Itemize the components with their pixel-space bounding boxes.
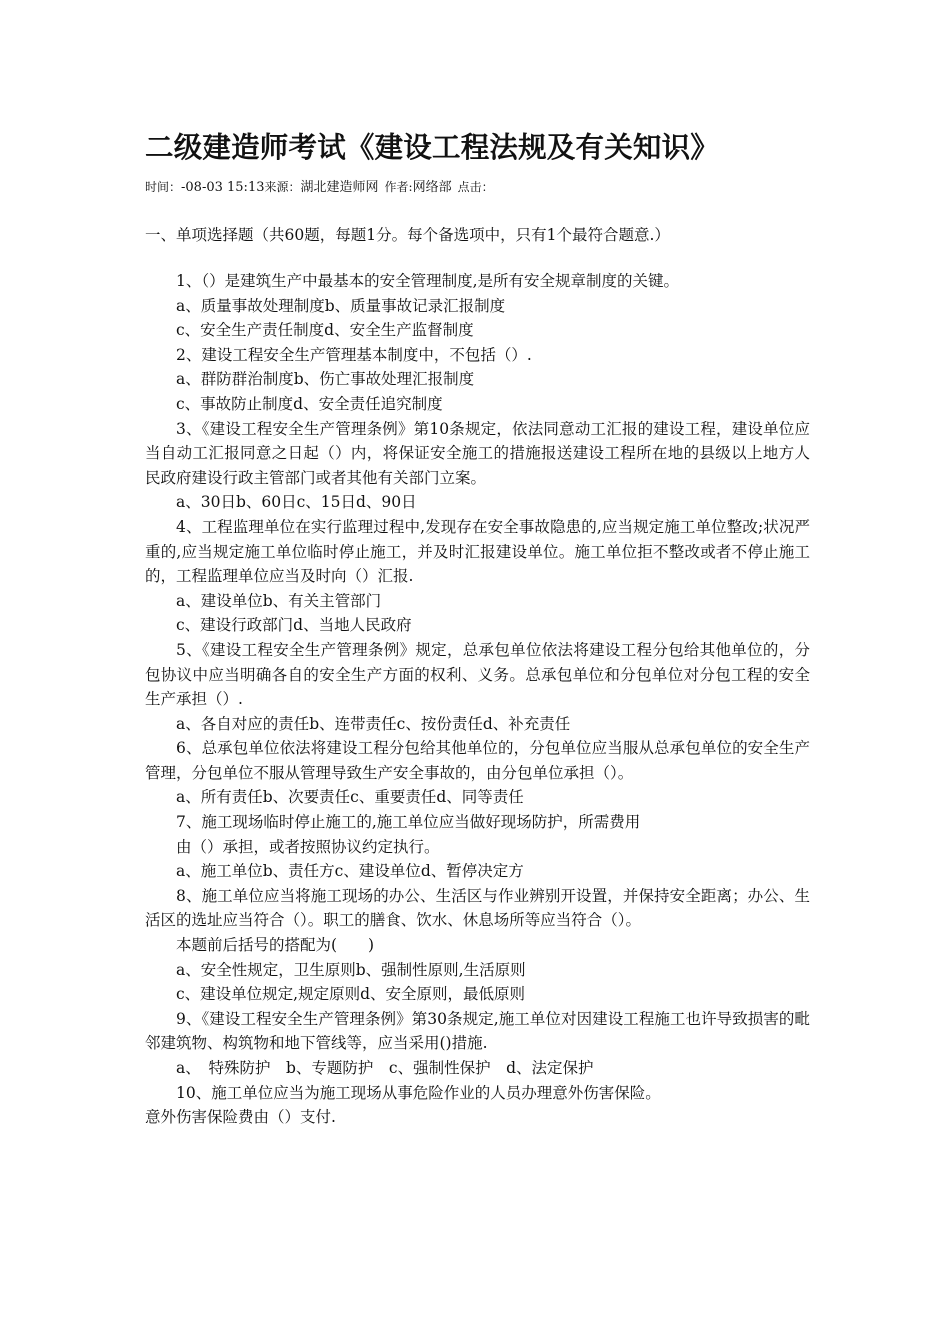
text-line: a、所有责任b、次要责任c、重要责任d、同等责任 [176,788,524,807]
text-line: 8、施工单位应当将施工现场的办公、生活区与作业辨别开设置，并保持安全距离；办公、生活区的选址应当符合（）。职工的膳食、饮水、休息场所等应当符合（）。 [145,886,810,930]
source-value: 湖北建造师网 [300,180,379,195]
text-line: 7、施工现场临时停止施工的,施工单位应当做好现场防护，所需费用 [176,813,641,832]
text-line: c、事故防止制度d、安全责任追究制度 [176,394,443,413]
text-line: 10、施工单位应当为施工现场从事危险作业的人员办理意外伤害保险。 [176,1083,661,1102]
text-line: 5、《建设工程安全生产管理条例》规定，总承包单位依法将建设工程分包给其他单位的，分包协议中应当明确各自的安全生产方面的权利、义务。总承包单位和分包单位对分包工程的安全生产承担（）. [145,640,810,709]
text-line: a、 特殊防护 b、专题防护 c、强制性保护 d、法定保护 [176,1059,594,1077]
text-line: 本题前后括号的搭配为( ) [176,936,375,955]
article-meta [145,178,810,197]
text-line: a、安全性规定，卫生原则b、强制性原则,生活原则 [176,960,526,979]
source-label: 来源： [264,180,301,194]
text-line: 4、工程监理单位在实行监理过程中,发现存在安全事故隐患的,应当规定施工单位整改;状况严重的,应当规定施工单位临时停止施工，并及时汇报建设单位。施工单位拒不整改或者不停止施工的，工程监理单位应当及时向（）汇报. [145,517,810,586]
question-body [145,269,810,1130]
page-title: 二级建造师考试《建设工程法规及有关知识》 [145,131,720,164]
text-line: a、群防群治制度b、伤亡事故处理汇报制度 [176,370,475,389]
text-line: 9、《建设工程安全生产管理条例》第30条规定,施工单位对因建设工程施工也许导致损害的毗邻建筑物、构筑物和地下管线等，应当采用()措施. [145,1009,810,1053]
text-line: a、30日b、60日c、15日d、90日 [176,493,417,512]
text-line: 3、《建设工程安全生产管理条例》第10条规定，依法同意动工汇报的建设工程，建设单位应当自动工汇报同意之日起（）内，将保证安全施工的措施报送建设工程所在地的县级以上地方人民政府建设行政主管部门或者其他有关部门立案。 [145,419,810,487]
time-value: -08-03 15:13 [181,180,265,195]
text-line: c、建设单位规定,规定原则d、安全原则，最低原则 [176,985,526,1004]
text-line: a、施工单位b、责任方c、建设单位d、暂停决定方 [176,862,524,881]
document-page [145,128,810,1130]
text-line: 1、（）是建筑生产中最基本的安全管理制度,是所有安全规章制度的关键。 [176,272,680,290]
text-line: 意外伤害保险费由（）支付. [145,1108,336,1127]
text-line: a、各自对应的责任b、连带责任c、按份责任d、补充责任 [176,714,571,733]
text-line: 由（）承担，或者按照协议约定执行。 [176,837,440,856]
text-line: a、建设单位b、有关主管部门 [176,591,382,610]
text-line: 2、建设工程安全生产管理基本制度中，不包括（）. [176,345,532,364]
author-label: 作者: [384,180,413,194]
author-value: 网络部 [412,180,452,195]
section-heading: 一、单项选择题（共60题，每题1分。每个备选项中，只有1个最符合题意.） [145,226,670,244]
text-line: 6、总承包单位依法将建设工程分包给其他单位的，分包单位应当服从总承包单位的安全生产管理，分包单位不服从管理导致生产安全事故的，由分包单位承担（）。 [145,739,810,782]
time-label: 时间： [145,180,182,194]
clicks-label: 点击： [457,180,494,194]
text-line: a、质量事故处理制度b、质量事故记录汇报制度 [176,296,506,315]
text-line: c、安全生产责任制度d、安全生产监督制度 [176,321,474,340]
text-line: c、建设行政部门d、当地人民政府 [176,616,412,635]
